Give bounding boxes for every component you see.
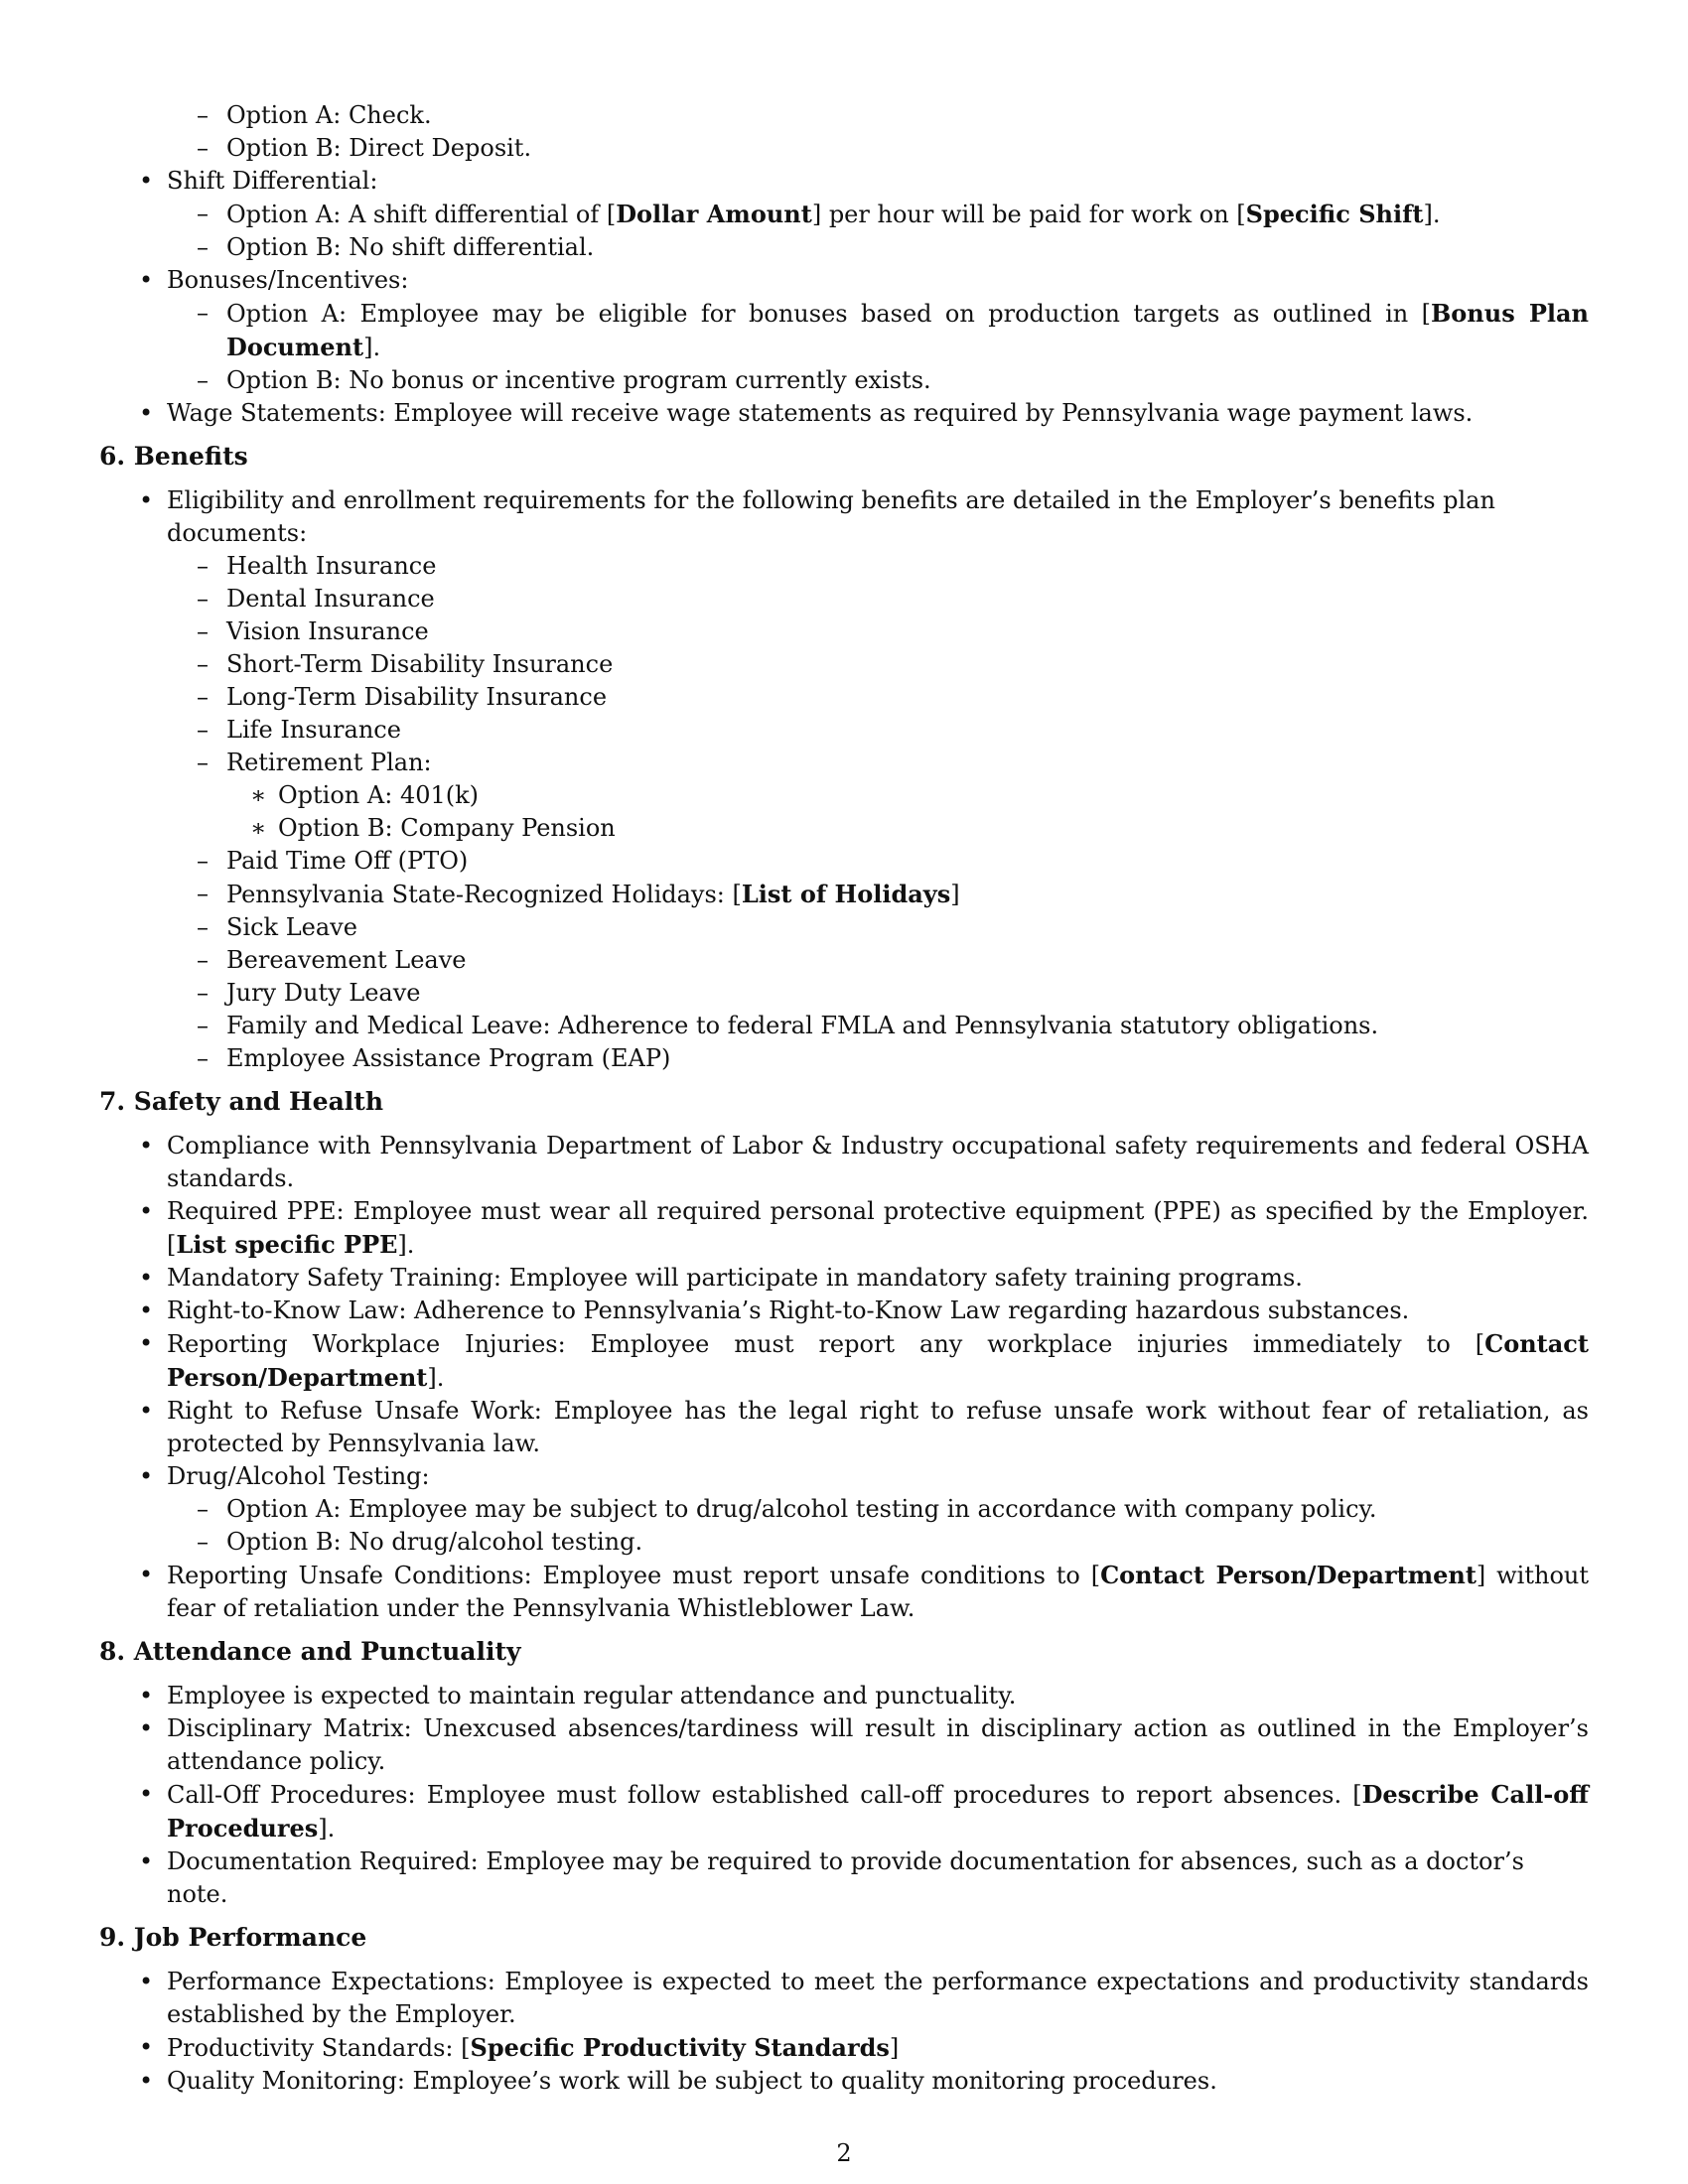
dash-marker: – [197,1012,209,1039]
item-text: Quality Monitoring: Employee’s work will be subject to quality monitoring procedures. [167,2067,1217,2095]
option-text: Option A: Check. [226,101,432,129]
item-text: Wage Statements: Employee will receive wage statements as required by Pennsylvania wage payment laws. [167,399,1474,427]
list-item [99,1493,1589,1526]
list-item [99,812,1589,845]
item-text: Right-to-Know Law: Adherence to Pennsylvania’s Right-to-Know Law regarding hazardous substances. [167,1297,1410,1324]
text: Call-Off Procedures: Employee must follow established call-off procedures to report absences. [ [167,1781,1362,1809]
list-item [99,2031,1589,2065]
bullet-marker: • [139,1397,154,1425]
text: Required PPE: Employee must wear all required personal protective equipment (PPE) as specified by the Employer. [ [167,1197,1589,1259]
list-item [99,364,1589,397]
option-text: Option A: 401(k) [278,781,480,809]
list-item [99,583,1589,615]
dash-marker: – [197,585,209,613]
list-item [99,747,1589,779]
text: Productivity Standards: [ [167,2034,471,2062]
dash-marker: – [197,299,209,327]
section-heading-benefits: 6. Benefits [99,442,248,471]
list-item [99,779,1589,812]
dash-marker: – [197,134,209,162]
item-label: Bonuses/Incentives: [167,266,409,294]
dash-marker: – [197,880,209,907]
list-item [99,1395,1589,1460]
text: Pennsylvania State-Recognized Holidays: [ [226,881,742,908]
list-item [99,1778,1589,1845]
placeholder-bonus-plan-document: Bonus Plan Document [226,299,1589,361]
bonus-options [99,297,1589,397]
bullet-marker: • [139,399,154,427]
option-text: Option B: No shift differential. [226,233,595,261]
bullet-marker: • [139,2067,154,2095]
list-item [99,714,1589,747]
dash-marker: – [197,1528,209,1556]
list-item [99,1010,1589,1042]
list-item [99,99,1589,132]
text: Reporting Unsafe Conditions: Employee must report unsafe conditions to [ [167,1562,1101,1589]
benefit-name: Retirement Plan: [226,749,432,776]
placeholder-contact-person-department: Contact Person/Department [167,1329,1589,1392]
text: ]. [397,1231,415,1259]
performance-list [99,1966,1589,2098]
bullet-marker: • [139,1132,154,1160]
placeholder-dollar-amount: Dollar Amount [616,200,812,228]
pay-method-options [99,99,1589,165]
text: ] per hour will be paid for work on [ [811,201,1246,228]
bullet-marker: • [139,1847,154,1875]
section-heading-attendance: 8. Attendance and Punctuality [99,1637,521,1666]
compensation-list [99,165,1589,198]
text: Option A: A shift differential of [ [226,201,617,228]
list-item [99,615,1589,648]
text: ]. [427,1364,445,1392]
asterisk-marker: ∗ [250,781,267,809]
benefits-sublist [99,550,1589,779]
option-text: Option B: Company Pension [278,814,616,842]
bullet-marker: • [139,1682,154,1709]
list-item [99,911,1589,944]
list-item [99,1042,1589,1075]
dash-marker: – [197,979,209,1007]
item-text: Documentation Required: Employee may be required to provide documentation for absences, such as a doctor’s note. [167,1847,1524,1908]
benefit-name: Jury Duty Leave [226,979,421,1007]
dash-marker: – [197,683,209,711]
dash-marker: – [197,101,209,129]
bullet-marker: • [139,167,154,195]
benefit-name: Health Insurance [226,552,437,580]
safety-list-continued [99,1559,1589,1625]
list-item [99,681,1589,714]
bullet-marker: • [139,266,154,294]
list-item [99,484,1589,550]
bullet-marker: • [139,1561,154,1588]
dash-marker: – [197,366,209,394]
benefit-name: Sick Leave [226,913,357,941]
item-text: Eligibility and enrollment requirements for the following benefits are detailed in the Employer’s benefits plan documents: [167,486,1495,547]
bullet-marker: • [139,486,154,514]
text: ] [889,2034,900,2062]
option-text: Option B: No bonus or incentive program currently exists. [226,366,931,394]
document-body [99,99,1589,2098]
benefit-name: Paid Time Off (PTO) [226,847,469,875]
dash-marker: – [197,716,209,744]
bullet-marker: • [139,1968,154,1995]
dash-marker: – [197,617,209,645]
item-label: Shift Differential: [167,167,378,195]
placeholder-specific-productivity-standards: Specific Productivity Standards [470,2033,890,2062]
benefit-name: Dental Insurance [226,585,435,613]
dash-marker: – [197,946,209,974]
list-item [99,1526,1589,1559]
placeholder-describe-call-off-procedures: Describe Call-off Procedures [167,1780,1589,1843]
option-text: Option B: Direct Deposit. [226,134,532,162]
list-item [99,1327,1589,1395]
list-item [99,1460,1589,1493]
list-item [99,1295,1589,1327]
benefit-name: Bereavement Leave [226,946,467,974]
page-number: 2 [836,2139,852,2167]
benefit-name: Employee Assistance Program (EAP) [226,1044,671,1072]
attendance-list [99,1680,1589,1911]
bullet-marker: • [139,1714,154,1742]
list-item-wage-statements [99,397,1589,430]
list-item [99,1680,1589,1712]
bullet-marker: • [139,1462,154,1490]
dash-marker: – [197,847,209,875]
benefits-list [99,484,1589,550]
dash-marker: – [197,749,209,776]
item-label: Drug/Alcohol Testing: [167,1462,430,1490]
safety-list [99,1130,1589,1493]
text: ] [950,881,960,908]
text: ]. [363,334,381,361]
bullet-marker: • [139,1780,154,1808]
dash-marker: – [197,650,209,678]
placeholder-list-specific-ppe: List specific PPE [176,1230,398,1259]
dash-marker: – [197,200,209,227]
list-item [99,977,1589,1010]
compensation-list-bonuses [99,264,1589,297]
placeholder-list-of-holidays: List of Holidays [741,880,951,908]
bullet-marker: • [139,2033,154,2061]
list-item [99,1845,1589,1911]
bullet-marker: • [139,1297,154,1324]
dash-marker: – [197,913,209,941]
benefits-sublist-continued [99,845,1589,1075]
retirement-options [99,779,1589,845]
item-text: Compliance with Pennsylvania Department of Labor & Industry occupational safety requirements and federal OSHA standards. [167,1132,1589,1192]
dash-marker: – [197,1495,209,1523]
item-text: Employee is expected to maintain regular attendance and punctuality. [167,1682,1017,1709]
list-item-bonuses [99,264,1589,297]
drug-testing-options [99,1493,1589,1559]
option-text: Option B: No drug/alcohol testing. [226,1528,643,1556]
list-item [99,231,1589,264]
benefit-name: Family and Medical Leave: Adherence to federal FMLA and Pennsylvania statutory obligations. [226,1012,1379,1039]
item-text: Performance Expectations: Employee is expected to meet the performance expectations and productivity standards established by the Employer. [167,1968,1589,2028]
compensation-list-wage [99,397,1589,430]
item-text: Right to Refuse Unsafe Work: Employee has the legal right to refuse unsafe work without fear of retaliation, as protected by Pennsylvania law. [167,1397,1589,1457]
list-item [99,845,1589,878]
benefit-name: Vision Insurance [226,617,429,645]
section-heading-safety-and-health: 7. Safety and Health [99,1087,383,1116]
bullet-marker: • [139,1197,154,1225]
section-heading-job-performance: 9. Job Performance [99,1923,367,1952]
option-text: Option A: Employee may be subject to drug/alcohol testing in accordance with company policy. [226,1495,1377,1523]
list-item [99,878,1589,911]
placeholder-contact-person-department: Contact Person/Department [1100,1561,1477,1589]
list-item [99,1559,1589,1625]
item-text: Disciplinary Matrix: Unexcused absences/tardiness will result in disciplinary action as outlined in the Employer’s attendance policy. [167,1714,1589,1775]
item-text: Mandatory Safety Training: Employee will participate in mandatory safety training programs. [167,1264,1303,1292]
list-item [99,648,1589,681]
list-item [99,1130,1589,1195]
text: ]. [1423,201,1441,228]
list-item [99,550,1589,583]
list-item [99,132,1589,165]
dash-marker: – [197,233,209,261]
bullet-marker: • [139,1264,154,1292]
dash-marker: – [197,1044,209,1072]
shift-differential-options [99,198,1589,264]
list-item [99,1712,1589,1778]
bullet-marker: • [139,1329,154,1357]
benefit-name: Life Insurance [226,716,401,744]
list-item [99,2065,1589,2098]
benefit-name: Short-Term Disability Insurance [226,650,614,678]
list-item-shift-differential [99,165,1589,198]
text: Option A: Employee may be eligible for bonuses based on production targets as outlined in [ [226,300,1431,328]
list-item [99,198,1589,231]
list-item [99,1966,1589,2031]
dash-marker: – [197,552,209,580]
placeholder-specific-shift: Specific Shift [1245,200,1424,228]
asterisk-marker: ∗ [250,814,267,842]
text: ]. [318,1815,336,1843]
list-item [99,297,1589,364]
list-item [99,944,1589,977]
benefit-name: Long-Term Disability Insurance [226,683,608,711]
text: ] without fear of retaliation under the Pennsylvania Whistleblower Law. [167,1562,1589,1622]
text: Reporting Workplace Injuries: Employee must report any workplace injuries immediately to [ [167,1330,1485,1358]
list-item [99,1262,1589,1295]
list-item [99,1195,1589,1262]
